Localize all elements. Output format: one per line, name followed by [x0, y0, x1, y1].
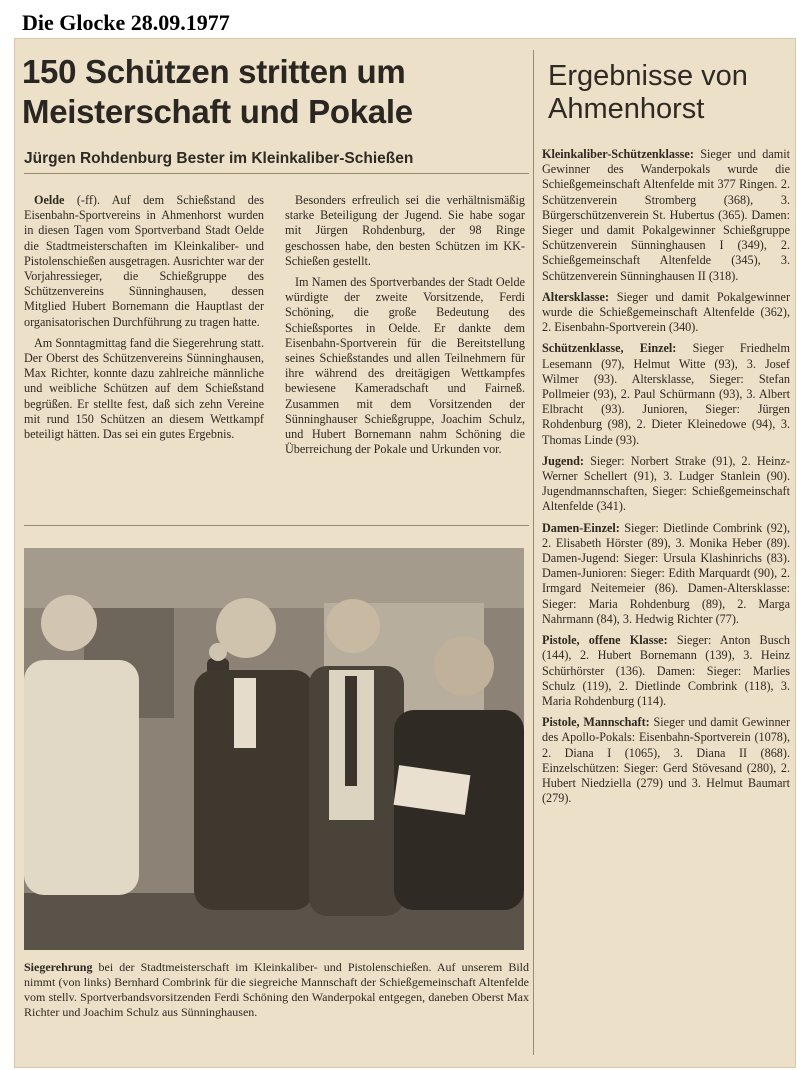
- article-column-1: [24, 193, 264, 442]
- result-entry: [542, 521, 790, 627]
- photo-caption: [24, 960, 529, 1020]
- headline: 150 Schützen stritten um Meisterschaft und Pokale: [22, 53, 413, 130]
- result-text: Sieger Friedhelm Lesemann (97), Helmut Witte (93), 3. Josef Wilmer (93). Altersklasse, Sieger: Stefan Pollmeier (93), 2. Paul Schürmann (93), 3. Albert Elbracht (93). Junioren, Sieger: Jürgen Rohdenburg (98), 2. Dieter Kleinedowe (94), 3. Thomas Linde (93).: [542, 341, 790, 447]
- result-heading: Kleinkaliber-Schützenklasse:: [542, 147, 694, 161]
- result-entry: [542, 341, 790, 447]
- photo-illustration: [24, 548, 524, 950]
- result-entry: [542, 147, 790, 284]
- result-text: Sieger: Dietlinde Combrink (92), 2. Elisabeth Hörster (89), 3. Monika Heber (89). Damen-Jugend: Sieger: Ursula Klashinrichs (83). Damen-Junioren: Sieger: Edith Marquardt (90), 2. Irmgard Neitemeier (86). Damen-Altersklasse: Sieger: Maria Rohdenburg (89), 2. Marga Nahrmann (84), 3. Hedwig Richter (77).: [542, 520, 790, 626]
- result-entry: [542, 715, 790, 806]
- result-text: Sieger und damit Gewinner des Wanderpokals wurde die Schießgemeinschaft Altenfelde mit 377 Ringen. 2. Schützenverein Stromberg (368), 3. Bürgerschützenverein St. Hubertus (365). Damen: Sieger und damit Pokalgewinner Schießgruppe Schützenverein Sünninghausen I (349), 2. Schießgemeinschaft Altenfelde (345), 3. Schützenverein Sünninghausen II (318).: [542, 147, 790, 283]
- dateline: Oelde: [34, 193, 65, 207]
- results-title: Ergebnisse von Ahmenhorst: [548, 60, 748, 125]
- article-paragraph: Besonders erfreulich sei die verhältnismäßig starke Beteiligung der Jugend. Sie habe sogar mit Jürgen Rohdenburg, der 98 Ringe geschossen habe, den besten Schützen im KK-Schießen gestellt.: [285, 193, 525, 268]
- result-entry: [542, 454, 790, 515]
- result-heading: Altersklasse:: [542, 289, 610, 304]
- result-heading: Schützenklasse, Einzel:: [542, 341, 677, 356]
- article-paragraph: Am Sonntagmittag fand die Siegerehrung statt. Der Oberst des Schützenvereins Sünninghausen, Max Richter, konnte dazu zahlreiche männliche und weibliche Schützen auf dem Schießstand begrüßen. Er stellte fest, daß sich zehn Vereine mit rund 150 Schützen an diesem Wettkampf beteiligt hätten. Das sei ein gutes Ergebnis.: [24, 335, 264, 442]
- caption-lead: Siegerehrung: [24, 960, 93, 974]
- result-text: Sieger: Anton Busch (144), 2. Hubert Bornemann (139), 3. Heinz Schürhörster (136). Damen: Sieger: Marlies Schulz (119), 2. Dietlinde Combrink (118), 3. Maria Rohdenburg (114).: [542, 633, 790, 708]
- subheadline: Jürgen Rohdenburg Bester im Kleinkaliber-Schießen: [24, 150, 414, 167]
- caption-text: bei der Stadtmeisterschaft im Kleinkaliber- und Pistolenschießen. Auf unserem Bild nimmt (von links) Bernhard Combrink für die siegreiche Mannschaft der Schießgemeinschaft Altenfelde vom stellv. Sportverbandsvorsitzenden Ferdi Schöning den Wanderpokal entgegen, daneben Oberst Max Richter und Joachim Schulz aus Sünninghausen.: [24, 960, 529, 1019]
- result-heading: Damen-Einzel:: [542, 520, 620, 535]
- results-column: [542, 140, 790, 806]
- result-text: Sieger und damit Pokalgewinner wurde die Schießgemeinschaft Altenfelde (362), 2. Eisenbahn-Sportverein (340).: [542, 289, 790, 335]
- article-paragraph: Im Namen des Sportverbandes der Stadt Oelde würdigte der zweite Vorsitzende, Ferdi Schöning, die große Bedeutung des Schießsportes in Oelde. Er dankte dem Eisenbahn-Sportverein für die Bereitstellung seines Schießstandes und allen Teilnehmern für ihre während des dreitägigen Wettkampfes bewiesene Kameradschaft und Fairneß. Zusammen mit dem Vorsitzenden der Sünninghauser Schießgruppe, Joachim Schulz, und Hubert Bornemann nahm Schöning die Überreichung der Pokale und Urkunden vor.: [285, 275, 525, 457]
- headline-divider: [24, 173, 529, 174]
- source-label: Die Glocke 28.09.1977: [22, 10, 230, 35]
- article-paragraph: [24, 193, 264, 330]
- result-entry: [542, 290, 790, 336]
- result-text: Sieger und damit Gewinner des Apollo-Pokals: Eisenbahn-Sportverein (1078), 2. Diana I (1065), 3. Diana II (868). Einzelschützen: Sieger: Gerd Stövesand (280), 2. Hubert Niedziella (279) und 3. Helmut Baumart (279).: [542, 715, 791, 806]
- paragraph-text: (-ff). Auf dem Schießstand des Eisenbahn-Sportvereins in Ahmenhorst wurden in diesen Tagen vom Sportverband Stadt Oelde die Stadtmeisterschaften im Kleinkaliber- und Pistolenschießen ausgetragen. Ausrichter war der Vorjahressieger, die Schießgruppe des Schützenvereins Sünninghausen, dessen Mitglied Hubert Bornemann die Hauptlast der organisatorischen Durchführung zu tragen hatte.: [24, 193, 264, 329]
- result-heading: Jugend:: [542, 453, 584, 468]
- result-entry: [542, 633, 790, 709]
- result-text: Sieger: Norbert Strake (91), 2. Heinz-Werner Schellert (91), 3. Ludger Stanlein (90). Jugendmannschaften, Sieger: Schießgemeinschaft Altenfelde (341).: [542, 453, 790, 514]
- column-divider: [533, 50, 534, 1055]
- result-heading: Pistole, offene Klasse:: [542, 633, 668, 648]
- photo-divider: [24, 525, 529, 526]
- result-heading: Pistole, Mannschaft:: [542, 715, 650, 730]
- article-column-2: [285, 193, 525, 457]
- award-ceremony-photo: [24, 548, 524, 950]
